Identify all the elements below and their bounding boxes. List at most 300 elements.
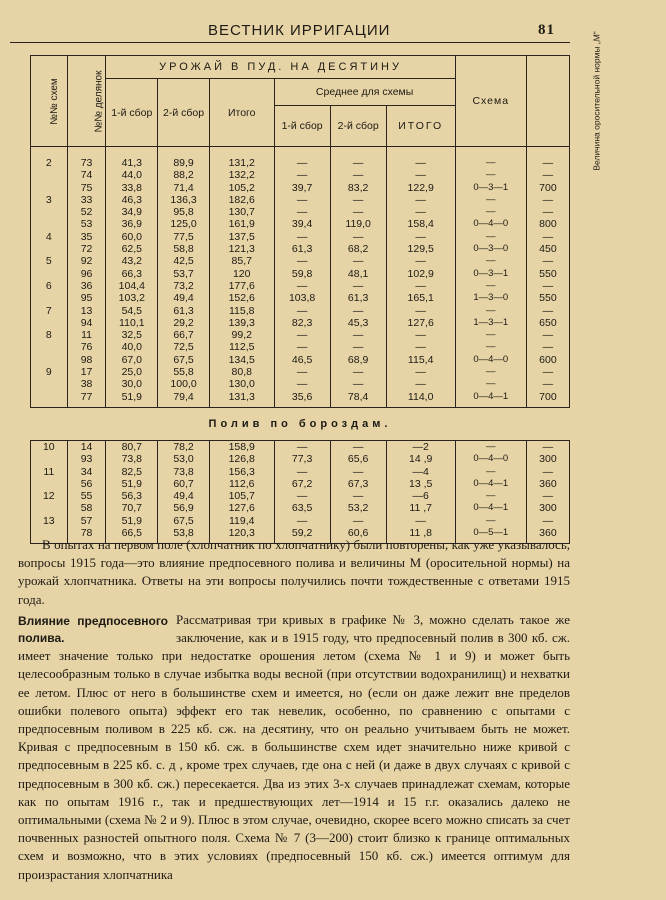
table-cell: —6 — [386, 490, 455, 502]
table-cell: 158,9 — [209, 440, 274, 453]
table-cell: 115,4 — [386, 354, 455, 366]
table-cell: 102,9 — [386, 268, 455, 280]
table-cell: 6 — [31, 280, 68, 292]
table-cell: — — [330, 466, 386, 478]
table-cell: 131,2 — [209, 157, 274, 169]
table-cell: 99,2 — [209, 329, 274, 341]
table-cell: 53,0 — [158, 453, 210, 465]
table-cell: 44,0 — [106, 169, 158, 181]
table-cell: — — [455, 157, 526, 169]
table-cell: — — [526, 169, 569, 181]
table-cell: 130,0 — [209, 378, 274, 390]
table-cell: 88,2 — [158, 169, 210, 181]
table-cell: 52 — [67, 206, 106, 218]
table-cell: 98 — [67, 354, 106, 366]
table-cell: — — [455, 341, 526, 353]
table-cell: 40,0 — [106, 341, 158, 353]
table-cell: — — [274, 515, 330, 527]
table-cell — [31, 502, 68, 514]
table-cell: 72 — [67, 243, 106, 255]
table-cell: — — [526, 490, 569, 502]
table-cell: 78 — [67, 527, 106, 539]
table-cell: 110,1 — [106, 317, 158, 329]
table-cell: — — [526, 280, 569, 292]
table-cell: — — [526, 378, 569, 390]
table-cell: 34 — [67, 466, 106, 478]
table-cell: — — [274, 280, 330, 292]
table-cell: 56,9 — [158, 502, 210, 514]
table-cell: 105,7 — [209, 490, 274, 502]
table-cell: — — [455, 255, 526, 267]
table-cell: 13 — [67, 305, 106, 317]
table-cell: 57 — [67, 515, 106, 527]
table-cell: 66,7 — [158, 329, 210, 341]
table-cell: 38 — [67, 378, 106, 390]
table-cell: 46,3 — [106, 194, 158, 206]
table-cell: 59,2 — [274, 527, 330, 539]
table-cell: 10 — [31, 440, 68, 453]
table-cell: 0—4—1 — [455, 391, 526, 403]
table-cell: 161,9 — [209, 218, 274, 230]
table-row — [31, 515, 570, 527]
table-cell: —2 — [386, 440, 455, 453]
table-cell: 78,2 — [158, 440, 210, 453]
col-header-avg-1st: 1-й сбор — [274, 106, 330, 147]
table-cell: 105,2 — [209, 182, 274, 194]
table-row — [31, 292, 570, 304]
table-cell: 59,8 — [274, 268, 330, 280]
table-row — [31, 440, 570, 453]
table-cell: 43,2 — [106, 255, 158, 267]
table-cell: 1—3—0 — [455, 292, 526, 304]
table-cell: 14 — [67, 440, 106, 453]
table-cell: — — [330, 255, 386, 267]
table-cell: 139,3 — [209, 317, 274, 329]
table-cell: 4 — [31, 231, 68, 243]
table-cell: 73,2 — [158, 280, 210, 292]
table-cell: 126,8 — [209, 453, 274, 465]
table-cell: 48,1 — [330, 268, 386, 280]
table-cell: 49,4 — [158, 292, 210, 304]
table-cell: 77,5 — [158, 231, 210, 243]
table-cell: 74 — [67, 169, 106, 181]
table-cell: 152,6 — [209, 292, 274, 304]
table-cell: — — [274, 378, 330, 390]
col-header-yield-group: УРОЖАЙ В ПУД. НА ДЕСЯТИНУ — [106, 56, 455, 79]
table-cell: — — [455, 194, 526, 206]
table-cell: — — [330, 378, 386, 390]
table-cell: 3 — [31, 194, 68, 206]
table-cell — [31, 218, 68, 230]
table-cell: 11 — [67, 329, 106, 341]
table-cell: 54,5 — [106, 305, 158, 317]
table-cell: 53,7 — [158, 268, 210, 280]
table-cell: — — [455, 169, 526, 181]
table-cell: 103,2 — [106, 292, 158, 304]
table-cell: 600 — [526, 354, 569, 366]
table-cell: 165,1 — [386, 292, 455, 304]
table-cell: 36,9 — [106, 218, 158, 230]
table-row — [31, 169, 570, 181]
paragraph-1: В опытах на первом поле (хлопчатник по хлопчатнику) были повторены, как уже указывалось, вопросы 1915 года—это влияние предпосевного полива и величины М (оросительной нормы) на урожай хлопчатника. Ответы на эти вопросы получились почти тождественные с ответами 1915 года. — [18, 537, 570, 607]
page-number: 81 — [538, 22, 555, 38]
table-cell: — — [330, 341, 386, 353]
table-cell: 79,4 — [158, 391, 210, 403]
table-cell: 94 — [67, 317, 106, 329]
table-row — [31, 182, 570, 194]
table-cell: — — [330, 194, 386, 206]
table-cell: — — [274, 231, 330, 243]
table-cell: — — [455, 329, 526, 341]
table-cell: 800 — [526, 218, 569, 230]
table-cell — [31, 341, 68, 353]
table-cell: — — [455, 466, 526, 478]
table-cell: 182,6 — [209, 194, 274, 206]
table-cell: 104,4 — [106, 280, 158, 292]
table-cell: 65,6 — [330, 453, 386, 465]
col-header-schema: Схема — [455, 56, 526, 147]
table-cell: — — [455, 440, 526, 453]
table-cell: 8 — [31, 329, 68, 341]
table-cell: — — [330, 305, 386, 317]
table-row — [31, 268, 570, 280]
table-cell: 132,2 — [209, 169, 274, 181]
table-cell — [31, 243, 68, 255]
table-cell: 67,3 — [330, 478, 386, 490]
table-cell: 13 — [31, 515, 68, 527]
table-cell: 95 — [67, 292, 106, 304]
table-cell: 77,3 — [274, 453, 330, 465]
table-cell: 53,2 — [330, 502, 386, 514]
table-cell: 58 — [67, 502, 106, 514]
table-row — [31, 218, 570, 230]
table-cell: — — [526, 157, 569, 169]
table-cell: 67,5 — [158, 515, 210, 527]
table-cell — [31, 378, 68, 390]
table-cell: 127,6 — [209, 502, 274, 514]
table-cell: 55 — [67, 490, 106, 502]
table-cell: — — [330, 231, 386, 243]
table-cell: 51,9 — [106, 478, 158, 490]
table-cell: — — [330, 206, 386, 218]
journal-title: ВЕСТНИК ИРРИГАЦИИ — [208, 22, 391, 39]
table-cell: — — [455, 305, 526, 317]
table-cell: 129,5 — [386, 243, 455, 255]
table-row — [31, 502, 570, 514]
table-cell: 122,9 — [386, 182, 455, 194]
table-cell: — — [526, 466, 569, 478]
table-cell: 158,4 — [386, 218, 455, 230]
table-cell: 650 — [526, 317, 569, 329]
header-rule — [10, 42, 570, 43]
table-cell: 93 — [67, 453, 106, 465]
table-cell: 39,7 — [274, 182, 330, 194]
table-cell: — — [386, 329, 455, 341]
table-cell: 360 — [526, 527, 569, 539]
table-cell: — — [455, 515, 526, 527]
table-cell: 72,5 — [158, 341, 210, 353]
paragraph-2: Рассматривая три кривых в графике № 3, можно сделать такое же заключение, как и в 1915 году, что предпосевный полив в 300 кб. сж. имеет значение только при недостатке орошения летом (схема № 1 и 9) и может быть целесообразным только в случае избытка воды весной (при отсутствии водохранилищ) и нехватки ее летом. Плюс от него в большинстве схем и имеется, но (если он даже лежит вне пределов ошибки полевого опыта) эффект его так невелик, особенно, по сравнению с опытами с предпосевным поливом в 225 кб. сж. на десятину, что он реально учитываем быть не может. Кривая с предпосевным в 150 кб. сж. в большинстве схем идет значительно ниже кривой с предпосевным в 225 кб. с. д , кроме трех случаев, где она с ней (и даже в двух случаях с кривой с предпосевным в 300 кб. сж.) пересекается. Два из этих 3-х случаев принадлежат схемам, которые как по опытам 1916 г., так и предшествующих лет—1914 и 15 г.г. оказались далеко не оптимальными (схема № 2 и 9). Плюс в этом случае, очевидно, скорее всего можно списать за счет почвенных разностей опытного поля. Схема № 7 (3—200) стоит близко к границе оптимальных схем и возможно, что в этих условиях (предпосевный 150 кб. сж.) имеется оптимум для произрастания хлопчатника — [18, 611, 570, 882]
table-cell — [31, 453, 68, 465]
table-cell: 550 — [526, 268, 569, 280]
col-header-avg-2nd: 2-й сбор — [330, 106, 386, 147]
table-cell: — — [386, 280, 455, 292]
table-cell: 56 — [67, 478, 106, 490]
table-cell: 82,3 — [274, 317, 330, 329]
table-cell: — — [274, 206, 330, 218]
table-row — [31, 194, 570, 206]
table-cell: 25,0 — [106, 366, 158, 378]
table-cell: 14 ,9 — [386, 453, 455, 465]
table-cell — [31, 182, 68, 194]
table-cell: — — [330, 169, 386, 181]
table-row — [31, 466, 570, 478]
table-cell: — — [386, 194, 455, 206]
table-row — [31, 206, 570, 218]
table-row — [31, 354, 570, 366]
table-cell: 60,6 — [330, 527, 386, 539]
table-cell: 0—4—1 — [455, 478, 526, 490]
table-cell: 68,9 — [330, 354, 386, 366]
table-cell: 550 — [526, 292, 569, 304]
table-cell: — — [274, 341, 330, 353]
table-cell: 45,3 — [330, 317, 386, 329]
table-cell: — — [274, 329, 330, 341]
table-cell: 700 — [526, 182, 569, 194]
table-cell: 76 — [67, 341, 106, 353]
table-cell: 46,5 — [274, 354, 330, 366]
table-cell: 39,4 — [274, 218, 330, 230]
table-cell: — — [526, 329, 569, 341]
table-cell — [31, 169, 68, 181]
table-cell: —4 — [386, 466, 455, 478]
table-cell: 63,5 — [274, 502, 330, 514]
table-cell: 42,5 — [158, 255, 210, 267]
table-cell: 60,7 — [158, 478, 210, 490]
table-cell: 92 — [67, 255, 106, 267]
table-cell: 60,0 — [106, 231, 158, 243]
table-cell: 0—5—1 — [455, 527, 526, 539]
table-body-furrow — [31, 407, 570, 543]
table-cell: 114,0 — [386, 391, 455, 403]
table-cell: 66,3 — [106, 268, 158, 280]
table-cell: 61,3 — [158, 305, 210, 317]
table-cell: 36 — [67, 280, 106, 292]
table-cell: — — [330, 280, 386, 292]
table-cell: 11 ,7 — [386, 502, 455, 514]
table-row — [31, 317, 570, 329]
table-row — [31, 231, 570, 243]
table-cell: — — [526, 440, 569, 453]
table-cell: 71,4 — [158, 182, 210, 194]
table-body-main — [31, 147, 570, 408]
table-row — [31, 157, 570, 169]
table-row — [31, 329, 570, 341]
table-row — [31, 366, 570, 378]
table-cell: — — [455, 280, 526, 292]
table-cell: — — [455, 206, 526, 218]
table-cell: 61,3 — [330, 292, 386, 304]
table-cell: 73,8 — [106, 453, 158, 465]
table-cell: 34,9 — [106, 206, 158, 218]
table-cell: — — [386, 206, 455, 218]
table-cell: 29,2 — [158, 317, 210, 329]
table-cell: 61,3 — [274, 243, 330, 255]
table-cell: 0—3—0 — [455, 243, 526, 255]
table-cell: 119,4 — [209, 515, 274, 527]
table-cell: 7 — [31, 305, 68, 317]
table-cell: 131,3 — [209, 391, 274, 403]
table-cell: 80,7 — [106, 440, 158, 453]
table-cell: 53,8 — [158, 527, 210, 539]
table-cell: 77 — [67, 391, 106, 403]
table-row — [31, 305, 570, 317]
table-cell: 450 — [526, 243, 569, 255]
table-cell — [31, 268, 68, 280]
table-cell: 120,3 — [209, 527, 274, 539]
table-cell: — — [330, 515, 386, 527]
table-cell: — — [330, 366, 386, 378]
col-header-2nd-harvest: 2-й сбор — [158, 79, 210, 147]
table-cell: — — [526, 255, 569, 267]
table-cell: — — [386, 157, 455, 169]
table-cell: 51,9 — [106, 515, 158, 527]
col-header-1st-harvest: 1-й сбор — [106, 79, 158, 147]
table-cell: 300 — [526, 453, 569, 465]
table-cell: 130,7 — [209, 206, 274, 218]
table-cell: 12 — [31, 490, 68, 502]
table-row — [31, 453, 570, 465]
yield-table — [30, 31, 602, 544]
table-cell: 33 — [67, 194, 106, 206]
table-cell — [31, 317, 68, 329]
table-cell: 95,8 — [158, 206, 210, 218]
table-cell — [31, 478, 68, 490]
table-cell: 0—4—0 — [455, 354, 526, 366]
table-row — [31, 490, 570, 502]
table-cell: 1—3—1 — [455, 317, 526, 329]
table-cell: 11 ,8 — [386, 527, 455, 539]
table-cell: — — [386, 231, 455, 243]
table-cell: — — [526, 206, 569, 218]
table-cell: 5 — [31, 255, 68, 267]
table-cell: 0—4—0 — [455, 218, 526, 230]
table-cell: 0—3—1 — [455, 268, 526, 280]
table-cell: — — [386, 305, 455, 317]
table-cell: 11 — [31, 466, 68, 478]
table-cell: 67,5 — [158, 354, 210, 366]
table-cell: — — [455, 490, 526, 502]
table-cell: — — [274, 440, 330, 453]
table-cell: 17 — [67, 366, 106, 378]
table-cell: 73 — [67, 157, 106, 169]
table-cell: 100,0 — [158, 378, 210, 390]
table-cell: 136,3 — [158, 194, 210, 206]
table-cell: 2 — [31, 157, 68, 169]
col-header-plot-no: №№ делянок — [67, 56, 106, 147]
table-cell: 125,0 — [158, 218, 210, 230]
table-cell: 70,7 — [106, 502, 158, 514]
table-cell: 103,8 — [274, 292, 330, 304]
section-title: Полив по бороздам. — [208, 417, 392, 430]
table-cell: 112,5 — [209, 341, 274, 353]
table-cell: 300 — [526, 502, 569, 514]
table-cell — [31, 292, 68, 304]
table-cell: — — [330, 157, 386, 169]
table-cell: 89,9 — [158, 157, 210, 169]
body-text — [18, 536, 570, 884]
table-cell: 53 — [67, 218, 106, 230]
table-cell: 32,5 — [106, 329, 158, 341]
table-cell: — — [330, 329, 386, 341]
table-cell — [31, 391, 68, 403]
table-cell: 127,6 — [386, 317, 455, 329]
table-cell: — — [526, 305, 569, 317]
table-cell: — — [455, 378, 526, 390]
table-cell: 66,5 — [106, 527, 158, 539]
table-cell: — — [386, 366, 455, 378]
table-cell — [31, 354, 68, 366]
table-cell: 83,2 — [330, 182, 386, 194]
table-cell: — — [526, 194, 569, 206]
table-cell: — — [386, 341, 455, 353]
table-row — [31, 378, 570, 390]
table-cell: 33,8 — [106, 182, 158, 194]
table-cell: — — [526, 366, 569, 378]
table-row — [31, 341, 570, 353]
table-cell: — — [386, 378, 455, 390]
table-cell — [31, 206, 68, 218]
table-cell: 35,6 — [274, 391, 330, 403]
table-row — [31, 243, 570, 255]
table-cell: — — [274, 157, 330, 169]
table-cell: — — [274, 305, 330, 317]
table-cell: 78,4 — [330, 391, 386, 403]
table-cell: 55,8 — [158, 366, 210, 378]
table-cell: 119,0 — [330, 218, 386, 230]
table-cell: — — [526, 231, 569, 243]
table-cell: — — [526, 515, 569, 527]
table-cell: 80,8 — [209, 366, 274, 378]
table-cell: 120 — [209, 268, 274, 280]
table-row — [31, 478, 570, 490]
table-cell: — — [274, 466, 330, 478]
table-cell: 134,5 — [209, 354, 274, 366]
table-cell: 75 — [67, 182, 106, 194]
table-cell: 49,4 — [158, 490, 210, 502]
table-cell: 0—3—1 — [455, 182, 526, 194]
table-cell: 9 — [31, 366, 68, 378]
table-cell: 67,0 — [106, 354, 158, 366]
side-heading: Влияние предпосевного полива. — [18, 613, 168, 645]
table-cell: 96 — [67, 268, 106, 280]
table-cell: — — [274, 366, 330, 378]
table-cell: — — [274, 490, 330, 502]
table-cell: 82,5 — [106, 466, 158, 478]
table-cell: 62,5 — [106, 243, 158, 255]
col-header-total: Итого — [209, 79, 274, 147]
table-cell: — — [386, 169, 455, 181]
table-cell: — — [526, 341, 569, 353]
table-cell: 56,3 — [106, 490, 158, 502]
table-cell: 51,9 — [106, 391, 158, 403]
table-row — [31, 280, 570, 292]
table-cell: — — [330, 440, 386, 453]
table-cell: 177,6 — [209, 280, 274, 292]
table-cell: 13 ,5 — [386, 478, 455, 490]
table-cell: 67,2 — [274, 478, 330, 490]
table-cell: 0—4—1 — [455, 502, 526, 514]
